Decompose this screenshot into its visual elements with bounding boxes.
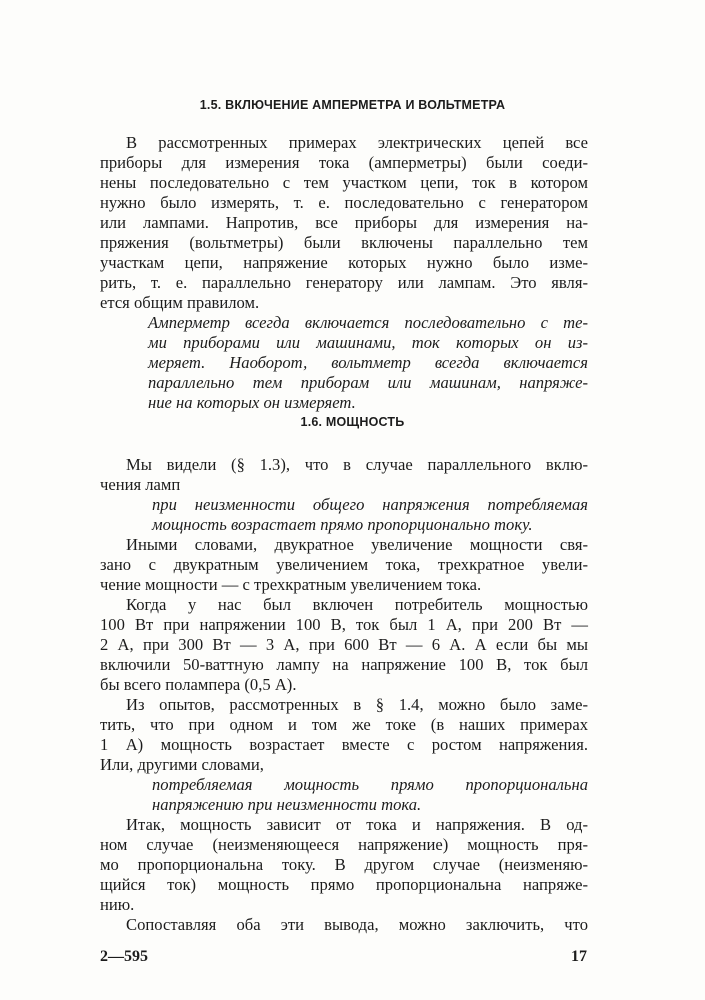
text-line: 2 А, при 300 Вт — 3 А, при 600 Вт — 6 А. А если бы мы <box>100 635 588 654</box>
text-line: чение мощности — с трехкратным увеличением тока. <box>100 575 482 594</box>
text-line: Сопоставляя оба эти вывода, можно заключить, что <box>126 915 588 934</box>
text-line: ется общим правилом. <box>100 293 260 312</box>
page-number: 17 <box>571 948 587 965</box>
rule-line: ми приборами или машинами, ток которых он из- <box>148 333 588 352</box>
text-line: нужно было измерять, т. е. последовательно с генератором <box>100 193 588 212</box>
text-line: В рассмотренных примерах электрических цепей все <box>126 133 588 152</box>
text-line: нию. <box>100 895 135 914</box>
section-heading-power: 1.6. МОЩНОСТЬ <box>300 415 405 429</box>
text-line: участкам цепи, напряжение которых нужно было изме- <box>100 253 588 272</box>
text-line: или лампами. Напротив, все приборы для измерения на- <box>100 213 588 232</box>
text-line: Мы видели (§ 1.3), что в случае параллельного вклю- <box>126 455 588 474</box>
text-line: включили 50-ваттную лампу на напряжение 100 В, ток был <box>100 655 588 674</box>
rule-line: параллельно тем приборам или машинам, напряже- <box>148 373 588 392</box>
text-line: бы всего полампера (0,5 А). <box>100 675 297 694</box>
text-line: Иными словами, двукратное увеличение мощности свя- <box>126 535 588 554</box>
rule-line: меряет. Наоборот, вольтметр всегда включается <box>148 353 588 372</box>
text-line: ном случае (неизменяющееся напряжение) мощность пря- <box>100 835 588 854</box>
signature-mark: 2—595 <box>100 948 148 965</box>
text-line: 100 Вт при напряжении 100 В, ток был 1 А, при 200 Вт — <box>100 615 588 634</box>
text-line: чения ламп <box>100 475 181 494</box>
section-heading-ammeter-voltmeter: 1.5. ВКЛЮЧЕНИЕ АМПЕРМЕТРА И ВОЛЬТМЕТРА <box>199 98 506 112</box>
text-line: мо пропорциональна току. В другом случае (неизменяю- <box>100 855 588 874</box>
rule-line: Амперметр всегда включается последовательно с те- <box>148 313 588 332</box>
text-line: Из опытов, рассмотренных в § 1.4, можно было заме- <box>126 695 588 714</box>
rule-line: ние на которых он измеряет. <box>148 393 356 412</box>
text-line: 1 А) мощность возрастает вместе с ростом напряжения. <box>100 735 588 754</box>
text-line: нены последовательно с тем участком цепи, ток в котором <box>100 173 588 192</box>
text-line: Итак, мощность зависит от тока и напряжения. В од- <box>126 815 588 834</box>
rule-line: потребляемая мощность прямо пропорциональна <box>152 775 588 794</box>
rule-line: при неизменности общего напряжения потребляемая <box>152 495 588 514</box>
text-line: Или, другими словами, <box>100 755 264 774</box>
rule-line: мощность возрастает прямо пропорционально току. <box>152 515 533 534</box>
text-line: пряжения (вольтметры) были включены параллельно тем <box>100 233 588 252</box>
text-line: тить, что при одном и том же токе (в наших примерах <box>100 715 588 734</box>
text-line: щийся ток) мощность прямо пропорциональна напряже- <box>100 875 588 894</box>
text-line: приборы для измерения тока (амперметры) были соеди- <box>100 153 588 172</box>
text-line: рить, т. е. параллельно генератору или лампам. Это явля- <box>100 273 588 292</box>
text-line: Когда у нас был включен потребитель мощностью <box>126 595 588 614</box>
rule-line: напряжению при неизменности тока. <box>152 795 422 814</box>
text-line: зано с двукратным увеличением тока, трехкратное увели- <box>100 555 588 574</box>
